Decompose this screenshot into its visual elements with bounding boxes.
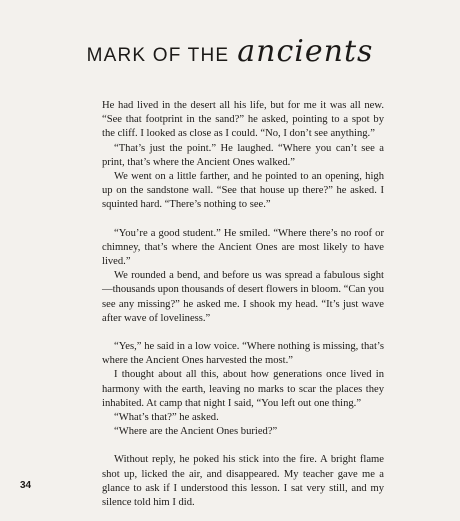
paragraph: “What’s that?” he asked. — [114, 412, 219, 424]
paragraph: We rounded a bend, and before us was spread a fabulous sight—thousands upon thousands of desert flowers in bloom. “Can you see any missing?” he asked me. I shook my head. “It’s just wave after wave of loveliness.” — [102, 270, 384, 324]
chapter-title — [0, 34, 460, 69]
chapter-title-script: ancients — [237, 34, 374, 69]
paragraph: Without reply, he poked his stick into the fire. A bright flame shot up, licked the air, and disappeared. My teacher gave me a glance to ask if I understood this lesson. I sat very still, and my silence told him I did. — [102, 454, 384, 509]
paragraph: He had lived in the desert all his life, but for me it was all new. “See that footprint in the sand?” he asked, pointing to a spot by the cliff. I looked as close as I could. “No, I don’t see anything.” — [102, 100, 384, 140]
paragraph: “Yes,” he said in a low voice. “Where nothing is missing, that’s where the Ancient Ones harvested the most.” — [102, 341, 384, 367]
chapter-title-main: MARK OF THE — [86, 45, 230, 66]
paragraph: “You’re a good student.” He smiled. “Where there’s no roof or chimney, that’s where the Ancient Ones are most likely to have lived.” — [102, 227, 384, 268]
paragraph: “That’s just the point.” He laughed. “Where you can’t see a print, that’s where the Ancient Ones walked.” — [102, 142, 384, 168]
story-text — [102, 99, 384, 510]
page-number: 34 — [20, 480, 32, 491]
paragraph: I thought about all this, about how generations once lived in harmony with the earth, leaving no marks to scar the places they inhabited. At camp that night I said, “You left out one thing.” — [102, 369, 384, 409]
paragraph: We went on a little farther, and he pointed to an opening, high up on the sandstone wall. “See that house up there?” he asked. I squinted hard. “There’s nothing to see.” — [102, 171, 384, 211]
paragraph: “Where are the Ancient Ones buried?” — [114, 426, 278, 438]
